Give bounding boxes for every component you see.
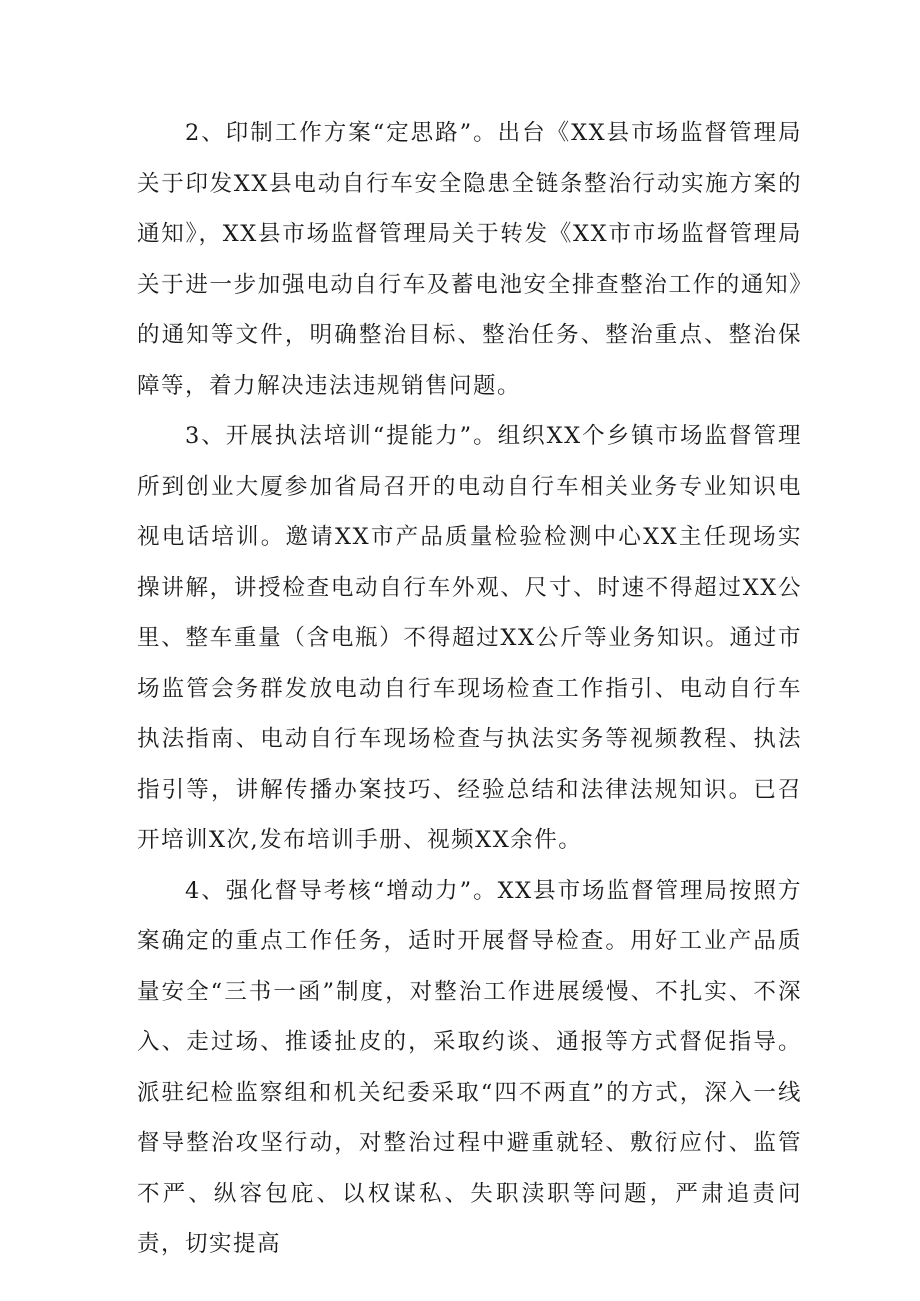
paragraph-item-3: 3、开展执法培训“提能力”。组织XX个乡镇市场监督管理所到创业大厦参加省局召开的电动自行车相关业务专业知识电视电话培训。邀请XX市产品质量检验检测中心XX主任现场实操讲解，讲授检查电动自行车外观、尺寸、时速不得超过XX公里、整车重量（含电瓶）不得超过XX公斤等业务知识。通过市场监管会务群发放电动自行车现场检查工作指引、电动自行车执法指南、电动自行车现场检查与执法实务等视频教程、执法指引等，讲解传播办案技巧、经验总结和法律法规知识。已召开培训X次,发布培训手册、视频XX余件。 [137,423,802,853]
paragraph-item-4: 4、强化督导考核“增动力”。XX县市场监督管理局按照方案确定的重点工作任务，适时开展督导检查。用好工业产品质量安全“三书一函”制度，对整治工作进展缓慢、不扎实、不深入、走过场、推诿扯皮的，采取约谈、通报等方式督促指导。派驻纪检监察组和机关纪委采取“四不两直”的方式，深入一线督导整治攻坚行动，对整治过程中避重就轻、敷衍应付、监管不严、纵容包庇、以权谋私、失职渎职等问题，严肃追责问责，切实提高 [137,877,802,1257]
paragraph-item-2: 2、印制工作方案“定思路”。出台《XX县市场监督管理局关于印发XX县电动自行车安全隐患全链条整治行动实施方案的通知》，XX县市场监督管理局关于转发《XX市市场监督管理局关于进一步加强电动自行车及蓄电池安全排查整治工作的通知》的通知等文件，明确整治目标、整治任务、整治重点、整治保障等，着力解决违法违规销售问题。 [137,120,802,399]
document-body [137,108,802,1270]
